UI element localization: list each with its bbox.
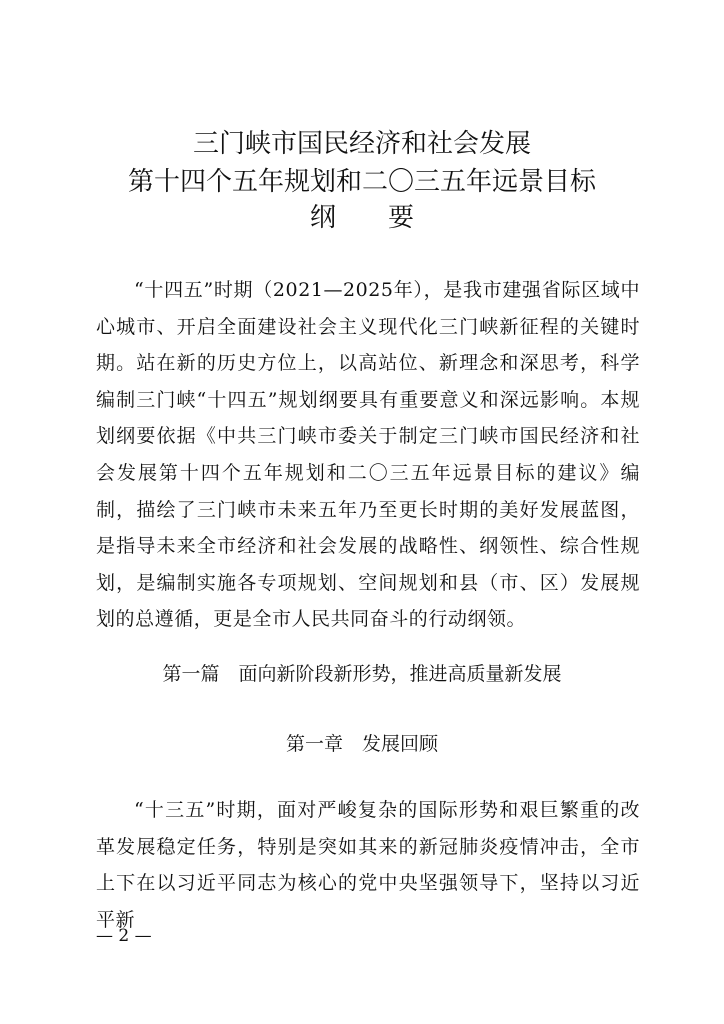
page-number: — 2 — [96,926,152,946]
document-title-line-2: 第十四个五年规划和二〇三五年远景目标 [127,167,596,197]
part-heading: 第一篇 面向新阶段新形势，推进高质量新发展 [162,663,562,685]
document-title-line-1: 三门峡市国民经济和社会发展 [192,129,531,159]
document-title-line-3: 纲 要 [309,203,414,233]
chapter-heading: 第一章 发展回顾 [285,733,438,755]
chapter-paragraph: “十三五”时期，面对严峻复杂的国际形势和艰巨繁重的改革发展稳定任务，特别是突如其来的新冠肺炎疫情冲击，全市上下在以习近平同志为核心的党中央坚强领导下，坚持以习近平新 [96,799,640,931]
intro-paragraph: “十四五”时期（2021—2025年），是我市建强省际区域中心城市、开启全面建设社会主义现代化三门峡新征程的关键时期。站在新的历史方位上，以高站位、新理念和深思考，科学编制三门峡“十四五”规划纲要具有重要意义和深远影响。本规划纲要依据《中共三门峡市委关于制定三门峡市国民经济和社会发展第十四个五年规划和二〇三五年远景目标的建议》编制，描绘了三门峡市未来五年乃至更长时期的美好发展蓝图，是指导未来全市经济和社会发展的战略性、纲领性、综合性规划，是编制实施各专项规划、空间规划和县（市、区）发展规划的总遵循，更是全市人民共同奋斗的行动纲领。 [96,279,640,631]
